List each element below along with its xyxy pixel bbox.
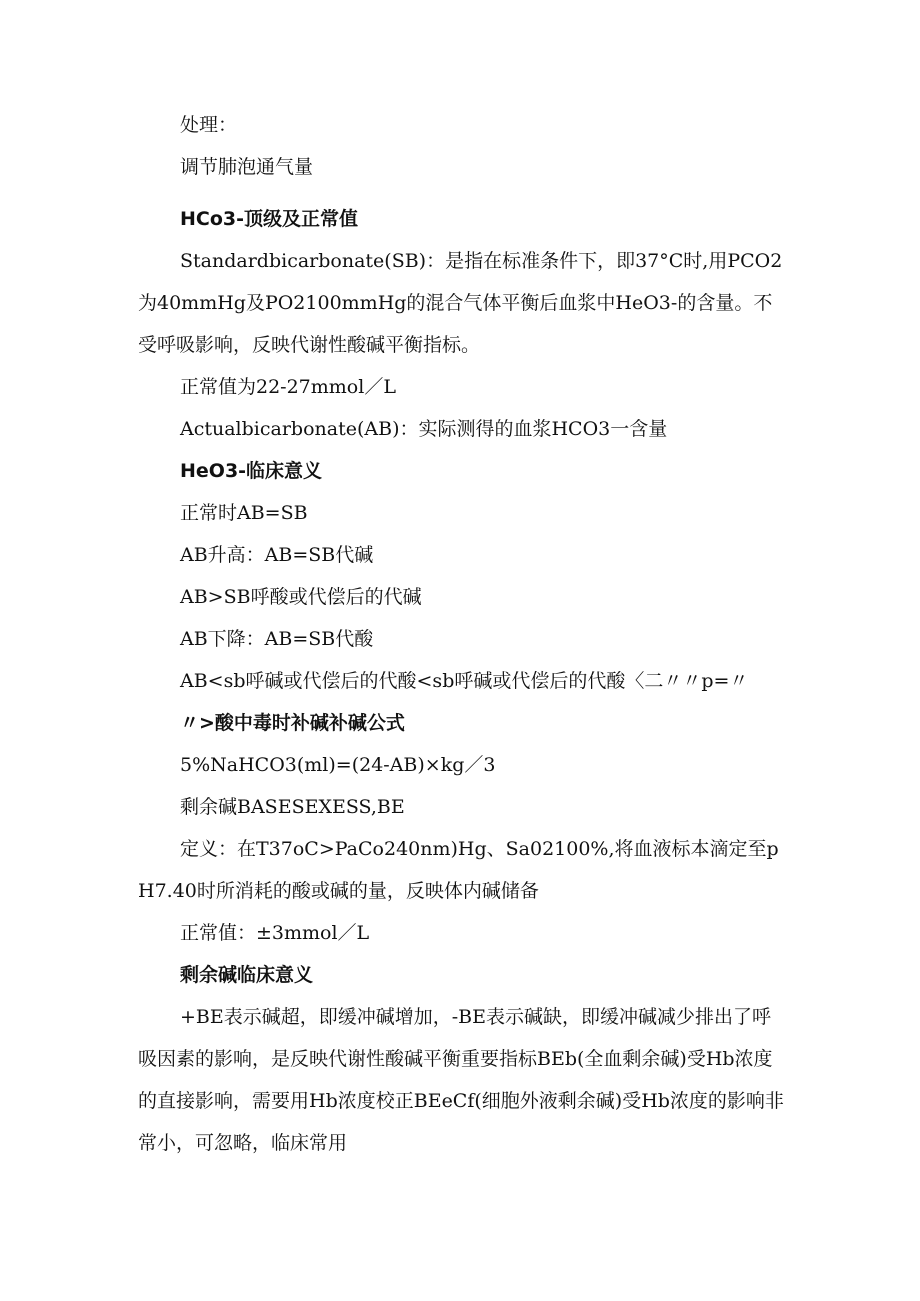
paragraph-ab-increase: AB升高：AB=SB代碱 [180, 544, 374, 566]
heading-base-excess-significance: 剩余碱临床意义 [180, 964, 314, 986]
paragraph-handling: 处理： [180, 114, 238, 136]
paragraph-be-meaning: +BE表示碱超，即缓冲碱增加，-BE表示碱缺，即缓冲碱减少排出了呼吸因素的影响，是反映代谢性酸碱平衡重要指标BEb(全血剩余碱)受Hb浓度的直接影响，需要用Hb浓度校正BEeCf(细胞外液剩余碱)受Hb浓度的影响非常小，可忽略，临床常用 [138, 1006, 784, 1154]
paragraph-normal-value-be: 正常值：±3mmol／L [180, 922, 370, 944]
paragraph-ab-decrease: AB下降：AB=SB代酸 [180, 628, 374, 650]
paragraph-actual-bicarbonate: Actualbicarbonate(AB)：实际测得的血浆HCO3一含量 [180, 418, 668, 440]
paragraph-standard-bicarbonate: Standardbicarbonate(SB)：是指在标准条件下，即37°C时,用PCO2为40mmHg及PO2100mmHg的混合气体平衡后血浆中HeO3-的含量。不受呼吸影响，反映代谢性酸碱平衡指标。 [138, 250, 783, 356]
paragraph-definition: 定义：在T37oC>PaCo240nm)Hg、Sa02100%,将血液标本滴定至pH7.40时所消耗的酸或碱的量，反映体内碱储备 [138, 838, 779, 902]
paragraph-normal-ab-sb: 正常时AB=SB [180, 502, 308, 524]
paragraph-ab-less-sb: AB<sb呼碱或代偿后的代酸<sb呼碱或代偿后的代酸〈二〃〃p=〃 [180, 670, 749, 692]
paragraph-normal-range: 正常值为22-27mmol／L [180, 376, 396, 398]
paragraph-base-excess: 剩余碱BASESEXESS,BE [180, 796, 405, 818]
heading-clinical-significance: HeO3-临床意义 [180, 460, 323, 482]
paragraph-adjust-ventilation: 调节肺泡通气量 [180, 156, 314, 178]
paragraph-ab-greater-sb: AB>SB呼酸或代偿后的代碱 [180, 586, 422, 608]
heading-hco3-normal: HCo3-顶级及正常值 [180, 208, 359, 230]
heading-acidosis-formula: 〃>酸中毒时补碱补碱公式 [180, 712, 405, 734]
paragraph-nahco3-formula: 5%NaHCO3(ml)=(24-AB)×kg／3 [180, 754, 496, 776]
